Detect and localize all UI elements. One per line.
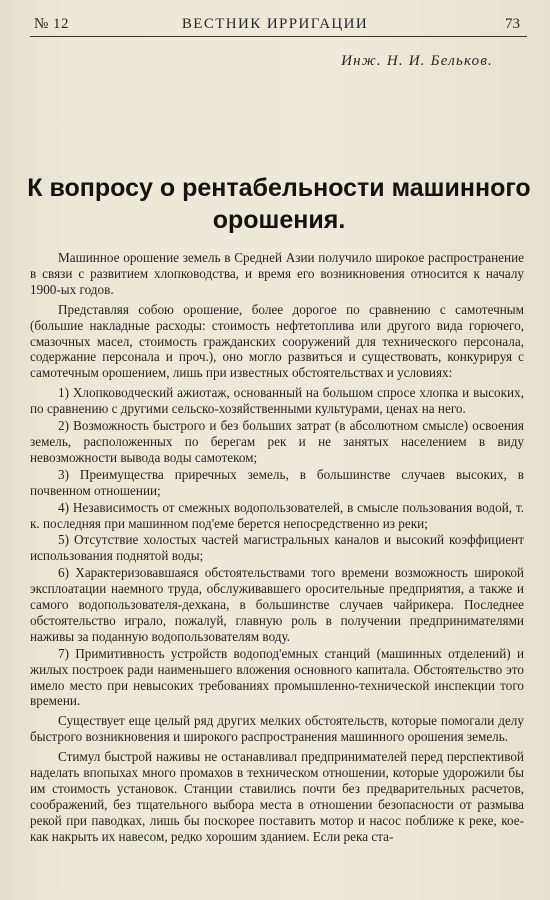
article-body bbox=[30, 250, 524, 845]
list-item: 4) Независимость от смежных водопользователей, в смысле пользования водой, т. к. последняя при машинном под'еме берется непосредственно из реки; bbox=[30, 499, 524, 531]
page-number: 73 bbox=[505, 16, 520, 32]
article-title: К вопросу о рентабельности машинного орошения. bbox=[27, 174, 531, 234]
list-item: 3) Преимущества приречных земель, в большинстве случаев высоких, в почвенном отношении; bbox=[30, 466, 524, 498]
list-item: 5) Отсутствие холостых частей магистральных каналов и высокий коэффициент использования поднятой воды; bbox=[30, 532, 524, 564]
issue-number: № 12 bbox=[34, 16, 70, 32]
header-rule bbox=[30, 36, 527, 37]
list-item: 7) Примитивность устройств водопод'емных станций (машинных отделений) и жилых построек ради наименьшего вложения основного капитала. Обстоятельство это имело место при невысоких требованиях промышленно-технической инспекции того времени. bbox=[30, 645, 524, 709]
list-item: 6) Характеризовавшаяся обстоятельствами того времени возможность широкой эксплоатации наемного труда, обслуживавшего оросительные предприятия, а также и самого водопользователя-дехкана, в большинстве случаев чайрикера. Последнее обстоятельство играло, пожалуй, главную роль в получении предпринимателями наживы за поданную водопользователям воду. bbox=[30, 565, 524, 644]
running-header bbox=[0, 16, 550, 38]
list-item: 1) Хлопководческий ажиотаж, основанный на большом спросе хлопка и высоких, по сравнению с другими сельско-хозяйственными культурами, ценах на него. bbox=[30, 385, 524, 417]
paragraph-intro: Машинное орошение земель в Средней Азии получило широкое распространение в связи с развитием хлопководства, и время его возникновения относится к началу 1900-ых годов. bbox=[30, 250, 524, 297]
paragraph-conditions: Представляя собою орошение, более дорогое по сравнению с самотечным (большие накладные расходы: стоимость нефтетоплива или другого вида горючего, смазочных масел, стоимость гражданских сооружений для технического персонала, содержание персонала и проч.), оно могло развиться и существовать, конкурируя с самотечным орошением, лишь при известных обстоятельствах и условиях: bbox=[30, 301, 524, 381]
paragraph-profit-motive: Стимул быстрой наживы не останавливал предпринимателей перед перспективой наделать впопыхах много промахов в техническом отношении, которые удорожили бы им стоимость установок. Станции ставились почти без предварительных расчетов, соображений, без тщательного выбора места в отношении безопасности от размыва рекой при паводках, лишь бы поскорее поставить мотор и насос поближе к реке, кое-как накрыть их навесом, редко хорошим зданием. Если река ста- bbox=[30, 749, 524, 844]
paragraph-other-factors: Существует еще целый ряд других мелких обстоятельств, которые помогали делу быстрого возникновения и широкого распространения машинного орошения земель. bbox=[30, 713, 524, 745]
author-byline: Инж. Н. И. Бельков. bbox=[341, 53, 493, 69]
journal-title: ВЕСТНИК ИРРИГАЦИИ bbox=[181, 16, 369, 32]
list-item: 2) Возможность быстрого и без больших затрат (в абсолютном смысле) освоения земель, расположенных по берегам рек и не занятых населением в виду невозможности вывода воды самотеком; bbox=[30, 418, 524, 465]
